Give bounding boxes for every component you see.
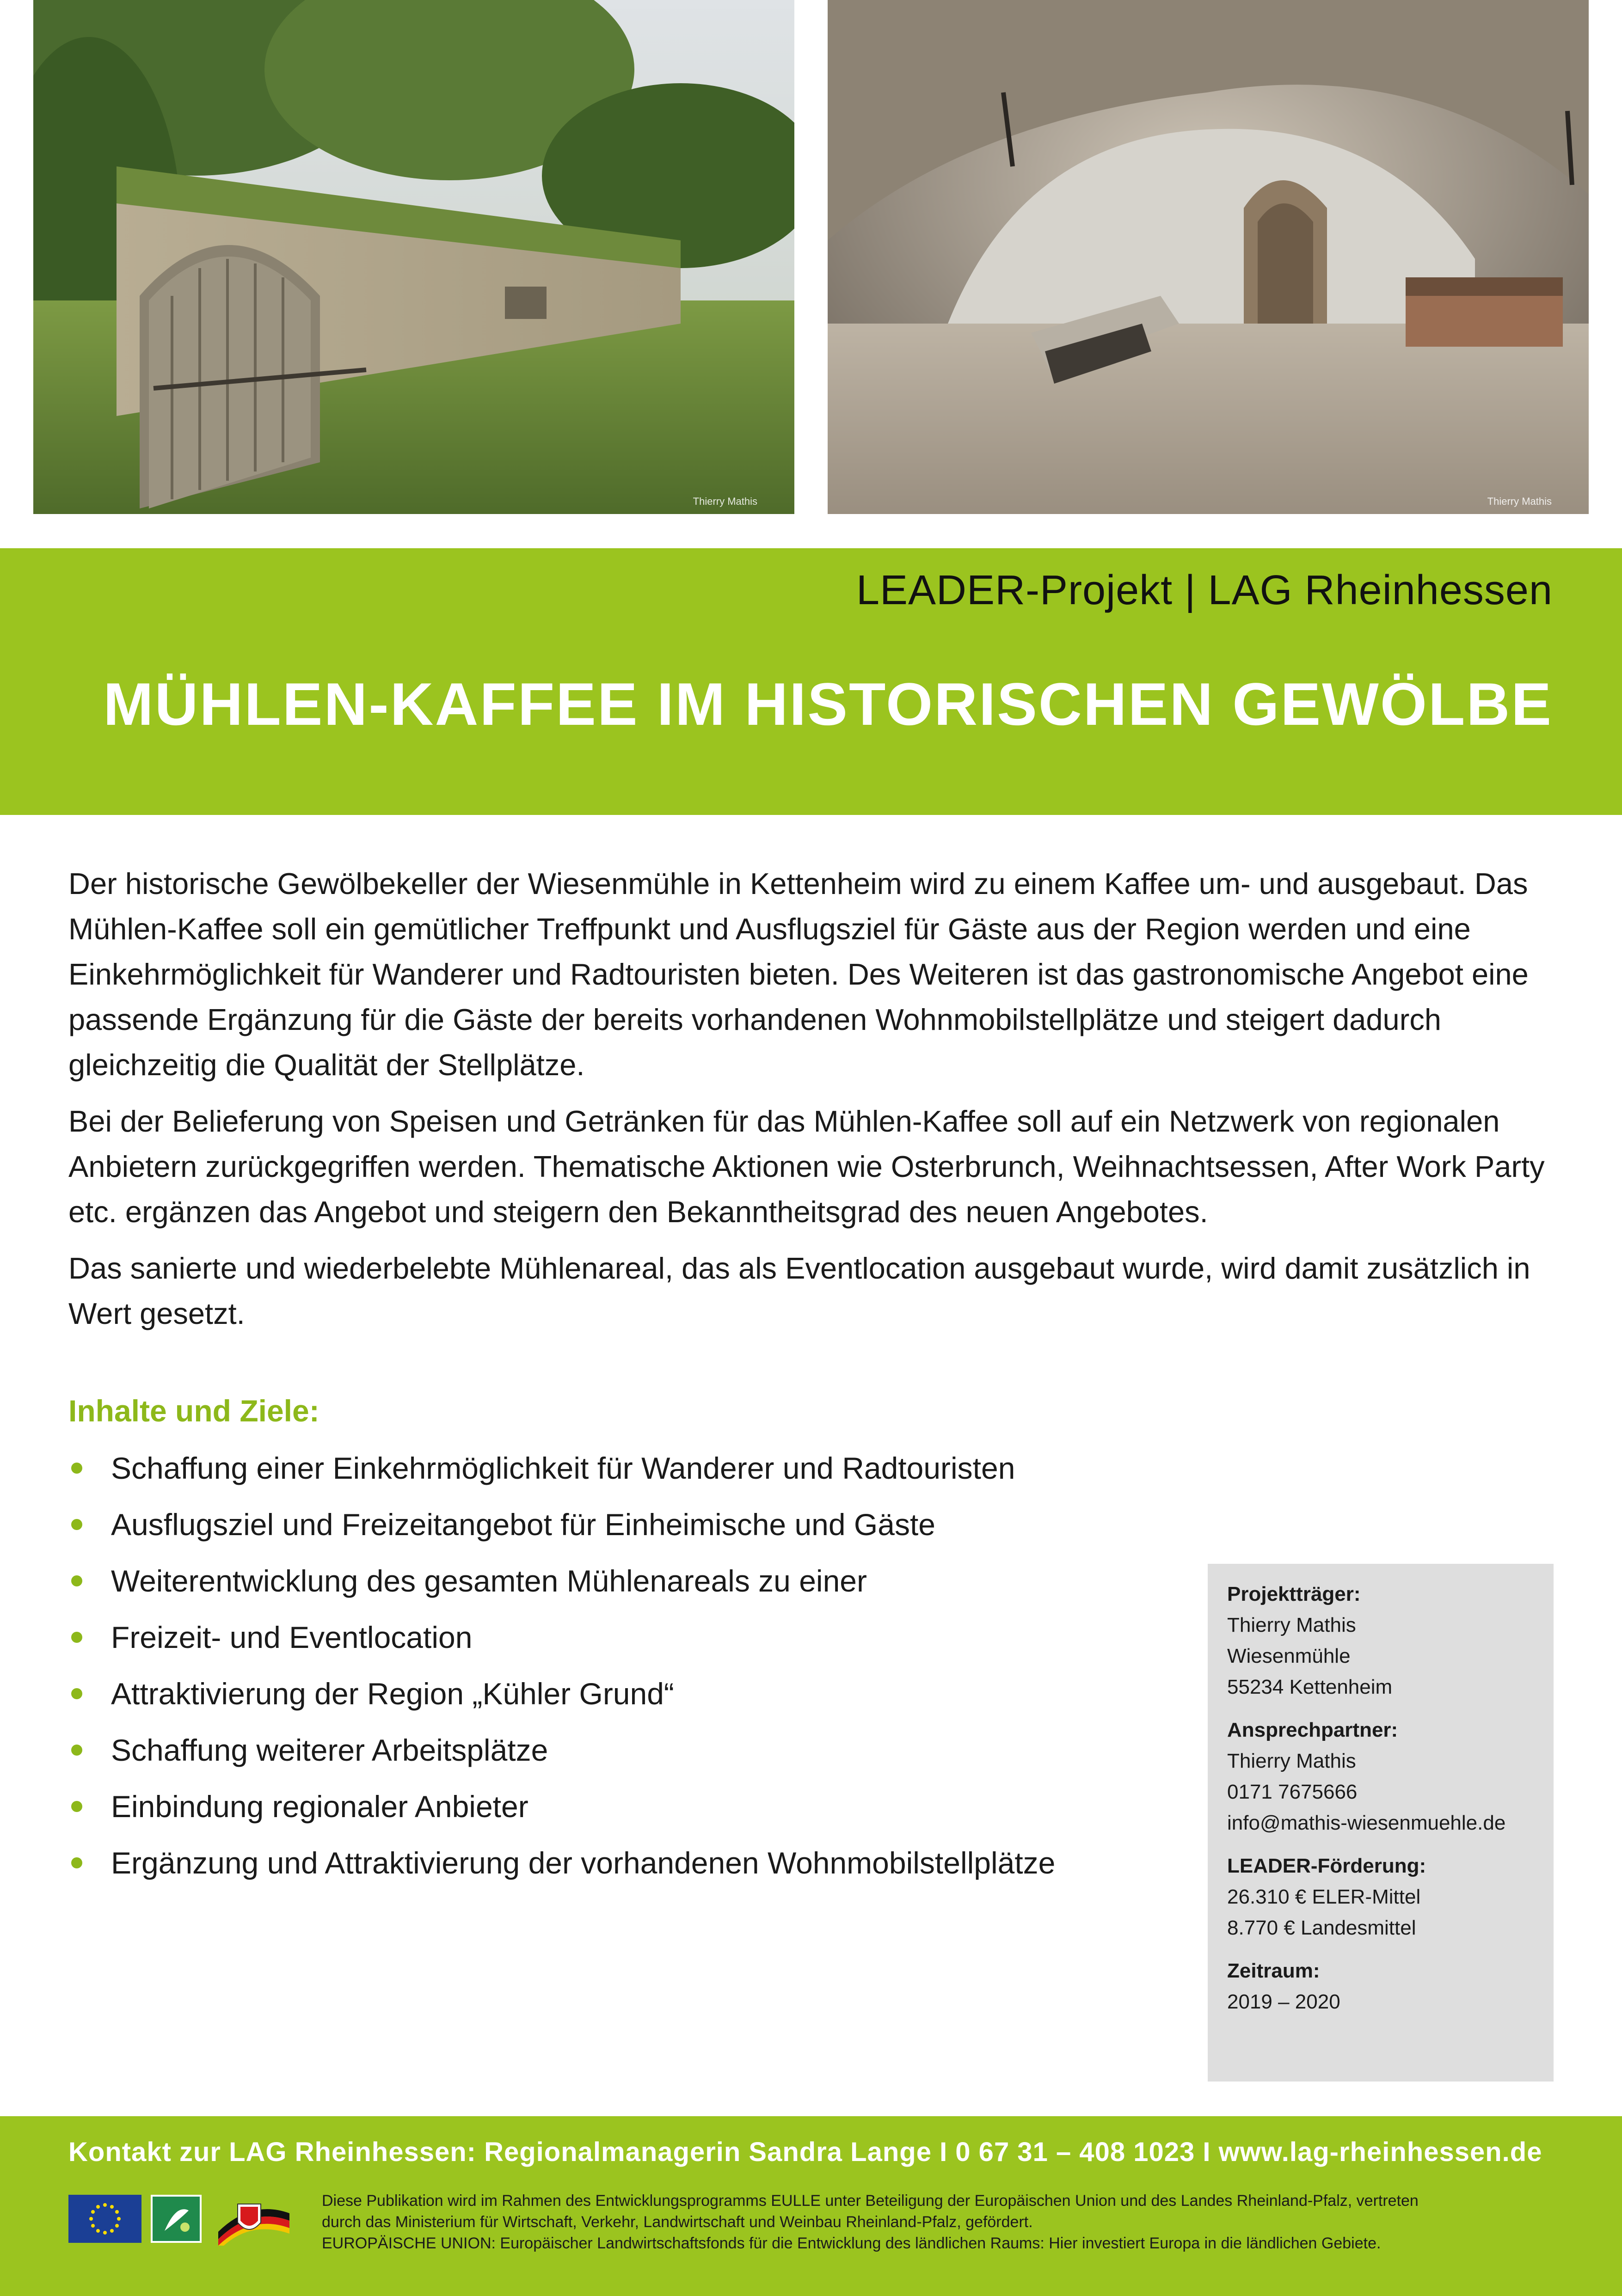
info-value: 26.310 € ELER-Mittel xyxy=(1227,1886,1421,1908)
footer-funding-note xyxy=(322,2190,1570,2254)
intro-paragraph-2: Bei der Belieferung von Speisen und Getränken für das Mühlen-Kaffee soll auf ein Netzwerk von regionalen Anbietern zurückgegriffen werden. Thematische Aktionen wie Osterbrunch, Weihnachtsessen, After Work Party etc. ergänzen das Angebot und steigern den Bekanntheitsgrad des neuen Angebotes. xyxy=(68,1104,1545,1229)
info-value: 8.770 € Landesmittel xyxy=(1227,1916,1416,1939)
goal-item xyxy=(68,1671,1178,1727)
bullet-icon xyxy=(71,1632,82,1643)
info-label: Ansprechpartner: xyxy=(1227,1719,1398,1741)
footer-note-line: durch das Ministerium für Wirtschaft, Verkehr, Landwirtschaft und Weinbau Rheinland-Pfalz, gefördert. xyxy=(322,2213,1033,2231)
footer-note-line: Diese Publikation wird im Rahmen des Entwicklungsprogramms EULLE unter Beteiligung der Europäischen Union und des Landes Rheinland-Pfalz, vertreten xyxy=(322,2192,1419,2210)
goals-heading: Inhalte und Ziele: xyxy=(68,1394,319,1428)
goal-item xyxy=(68,1614,1178,1671)
goal-text: Attraktivierung der Region „Kühler Grund“ xyxy=(111,1677,674,1711)
goal-item xyxy=(68,1445,1178,1501)
goal-text: Schaffung weiterer Arbeitsplätze xyxy=(111,1733,548,1767)
page-title: MÜHLEN-KAFFEE IM HISTORISCHEN GEWÖLBE xyxy=(103,670,1553,738)
goal-text: Ausflugsziel und Freizeitangebot für Einheimische und Gäste xyxy=(111,1507,935,1542)
bullet-icon xyxy=(71,1745,82,1756)
info-phone: 0171 7675666 xyxy=(1227,1781,1358,1803)
project-info-box xyxy=(1208,1564,1554,2082)
header-band xyxy=(0,548,1622,815)
goal-item xyxy=(68,1727,1178,1783)
info-value: 2019 – 2020 xyxy=(1227,1990,1340,2013)
photo-vaulted-cellar xyxy=(828,0,1589,514)
info-label: LEADER-Förderung: xyxy=(1227,1855,1426,1877)
info-group-contact xyxy=(1227,1714,1534,1838)
cellar-entrance-illustration xyxy=(33,0,794,514)
intro-text xyxy=(68,861,1562,1347)
intro-paragraph-1: Der historische Gewölbekeller der Wiesenmühle in Kettenheim wird zu einem Kaffee um- und ausgebaut. Das Mühlen-Kaffee soll ein gemütlicher Treffpunkt und Ausflugsziel für Gäste aus der Region werden und eine Einkehrmöglichkeit für Wanderer und Radtouristen bieten. Des Weiteren ist das gastronomische Angebot eine passende Ergänzung für die Gäste der bereits vorhandenen Wohnmobilstellplätze und steigert dadurch gleichzeitig die Qualität der Stellplätze. xyxy=(68,867,1529,1082)
bullet-icon xyxy=(71,1575,82,1586)
info-value: 55234 Kettenheim xyxy=(1227,1676,1393,1698)
info-group-period xyxy=(1227,1955,1534,2017)
bullet-icon xyxy=(71,1519,82,1530)
info-group-funding xyxy=(1227,1850,1534,1943)
info-group-traeger xyxy=(1227,1579,1534,1702)
intro-paragraph-3: Das sanierte und wiederbelebte Mühlenareal, das als Eventlocation ausgebaut wurde, wird damit zusätzlich in Wert gesetzt. xyxy=(68,1251,1530,1330)
goal-text: Ergänzung und Attraktivierung der vorhandenen Wohnmobilstellplätze xyxy=(111,1846,1056,1880)
goal-text: Freizeit- und Eventlocation xyxy=(111,1620,473,1654)
goal-item xyxy=(68,1840,1178,1896)
vaulted-cellar-illustration xyxy=(828,0,1589,514)
footer-contact: Kontakt zur LAG Rheinhessen: Regionalmanagerin Sandra Lange I 0 67 31 – 408 1023 I www.lag-rheinhessen.de xyxy=(68,2137,1542,2167)
info-value: Thierry Mathis xyxy=(1227,1750,1356,1772)
photo-credit-left: Thierry Mathis xyxy=(693,496,757,507)
goal-item xyxy=(68,1783,1178,1840)
rlp-coat-of-arms-logo xyxy=(215,2195,293,2246)
bullet-icon xyxy=(71,1688,82,1699)
goal-text: Weiterentwicklung des gesamten Mühlenareals zu einer xyxy=(111,1564,867,1598)
bullet-icon xyxy=(71,1857,82,1868)
leader-logo xyxy=(151,2195,202,2243)
goal-text: Einbindung regionaler Anbieter xyxy=(111,1789,528,1824)
goal-item xyxy=(68,1558,1178,1614)
goal-text: Schaffung einer Einkehrmöglichkeit für Wanderer und Radtouristen xyxy=(111,1451,1015,1485)
footer xyxy=(0,2116,1622,2296)
info-email: info@mathis-wiesenmuehle.de xyxy=(1227,1812,1506,1834)
info-label: Zeitraum: xyxy=(1227,1959,1320,1982)
info-value: Thierry Mathis xyxy=(1227,1614,1356,1636)
project-subtitle: LEADER-Projekt | LAG Rheinhessen xyxy=(856,567,1553,613)
photo-credit-right: Thierry Mathis xyxy=(1487,496,1552,507)
footer-note-line: EUROPÄISCHE UNION: Europäischer Landwirtschaftsfonds für die Entwicklung des ländlichen Raums: Hier investiert Europa in die ländlichen Gebiete. xyxy=(322,2235,1381,2252)
goal-item xyxy=(68,1501,1178,1558)
bullet-icon xyxy=(71,1801,82,1812)
goals-list xyxy=(68,1445,1178,1896)
info-label: Projektträger: xyxy=(1227,1583,1361,1605)
eu-flag-logo xyxy=(68,2195,141,2243)
bullet-icon xyxy=(71,1463,82,1474)
photo-cellar-entrance xyxy=(33,0,794,514)
info-value: Wiesenmühle xyxy=(1227,1645,1351,1667)
